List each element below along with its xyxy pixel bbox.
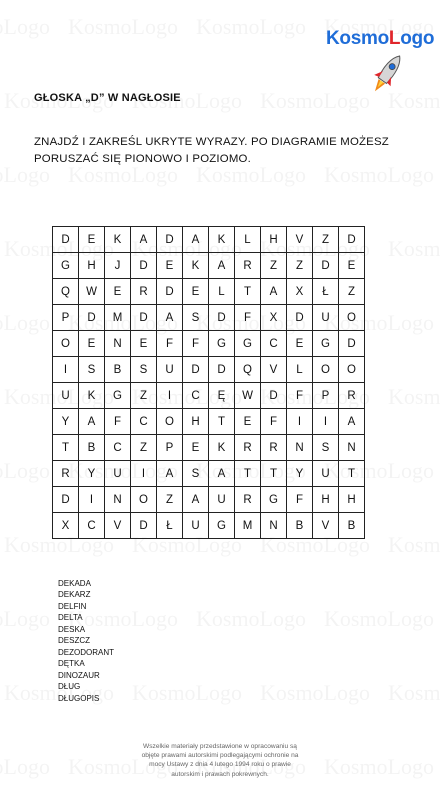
grid-cell[interactable]: H [261,227,287,253]
grid-cell[interactable]: Z [131,435,157,461]
grid-cell[interactable]: A [79,409,105,435]
grid-cell[interactable]: O [339,305,365,331]
grid-cell[interactable]: G [313,331,339,357]
grid-cell[interactable]: C [79,513,105,539]
word-list-item: DEKARZ [58,590,91,600]
grid-cell[interactable]: D [131,513,157,539]
grid-cell[interactable]: E [183,279,209,305]
word-list-item: DESZCZ [58,636,90,646]
word-list-item: DELTA [58,613,83,623]
grid-cell[interactable]: Q [235,357,261,383]
grid-cell[interactable]: A [209,461,235,487]
grid-cell[interactable]: Z [313,227,339,253]
grid-cell[interactable]: T [261,461,287,487]
grid-cell[interactable]: E [339,253,365,279]
grid-cell[interactable]: T [235,279,261,305]
grid-cell[interactable]: Z [261,253,287,279]
grid-cell[interactable]: P [157,435,183,461]
grid-cell[interactable]: E [287,331,313,357]
word-list-item: DŁUGOPIS [58,693,100,703]
logo-part-kosmo: Kosmo [326,28,389,49]
grid-row [53,513,365,539]
grid-cell[interactable]: O [313,357,339,383]
kosmologo-logo [326,22,435,100]
grid-cell[interactable]: E [183,435,209,461]
grid-cell[interactable]: F [105,409,131,435]
grid-cell[interactable]: H [313,487,339,513]
grid-cell[interactable]: G [105,383,131,409]
grid-cell[interactable]: S [79,357,105,383]
grid-cell[interactable]: K [209,227,235,253]
grid-cell[interactable]: D [339,331,365,357]
grid-cell[interactable]: D [79,305,105,331]
grid-cell[interactable]: G [261,487,287,513]
grid-cell[interactable]: L [235,227,261,253]
grid-cell[interactable]: Y [79,461,105,487]
page-title: GŁOSKA „D” W NAGŁOSIE [34,92,181,104]
grid-row [53,487,365,513]
grid-cell[interactable]: B [339,513,365,539]
grid-cell[interactable]: M [105,305,131,331]
grid-cell[interactable]: N [287,435,313,461]
grid-row [53,305,365,331]
word-list-item: DEZODORANT [58,647,114,657]
watermark-logo [388,384,440,410]
grid-cell[interactable]: O [131,487,157,513]
grid-cell[interactable]: W [79,279,105,305]
grid-cell[interactable]: U [157,357,183,383]
grid-cell[interactable]: C [261,331,287,357]
watermark-logo [0,458,50,484]
grid-cell[interactable]: X [53,513,79,539]
grid-cell[interactable]: K [79,383,105,409]
grid-cell[interactable]: D [157,227,183,253]
word-list-item: DŁUG [58,682,81,692]
grid-row [53,435,365,461]
grid-cell[interactable]: O [157,409,183,435]
grid-cell[interactable]: R [235,253,261,279]
grid-cell[interactable]: Q [53,279,79,305]
word-list [58,578,114,704]
grid-cell[interactable]: S [313,435,339,461]
grid-cell[interactable]: I [131,461,157,487]
word-list-item: DINOZAUR [58,670,100,680]
grid-cell[interactable]: T [339,461,365,487]
instructions-text: ZNAJDŹ I ZAKREŚL UKRYTE WYRAZY. PO DIAGRAMIE MOŻESZ PORUSZAĆ SIĘ PIONOWO I POZIOMO. [34,136,389,165]
grid-cell[interactable]: S [183,305,209,331]
grid-cell[interactable]: A [183,227,209,253]
grid-cell[interactable]: D [157,279,183,305]
grid-cell[interactable]: A [131,227,157,253]
watermark-logo [388,532,440,558]
grid-cell[interactable]: H [183,409,209,435]
grid-cell[interactable]: A [183,487,209,513]
grid-cell[interactable]: R [235,435,261,461]
grid-cell[interactable]: D [339,227,365,253]
grid-cell[interactable]: E [105,279,131,305]
grid-cell[interactable]: C [105,435,131,461]
grid-cell[interactable]: A [261,279,287,305]
grid-cell[interactable]: X [261,305,287,331]
grid-cell[interactable]: H [339,487,365,513]
grid-cell[interactable]: I [79,487,105,513]
grid-cell[interactable]: Z [287,253,313,279]
grid-cell[interactable]: G [235,331,261,357]
grid-cell[interactable]: W [235,383,261,409]
grid-row [53,227,365,253]
grid-cell[interactable]: S [131,357,157,383]
grid-cell[interactable]: D [287,305,313,331]
grid-cell[interactable]: E [157,253,183,279]
logo-text [326,28,434,50]
grid-cell[interactable]: D [131,305,157,331]
grid-cell[interactable]: A [157,305,183,331]
grid-cell[interactable]: M [235,513,261,539]
word-search-grid [52,226,365,539]
grid-cell[interactable]: I [287,409,313,435]
grid-cell[interactable]: P [53,305,79,331]
word-list-item: DELFIN [58,601,87,611]
logo-part-ogo: ogo [400,28,435,49]
copyright-notice: Wszelkie materiały przedstawione w opracowaniu są objęte prawami autorskimi podlegającymi ochronie na mocy Ustawy z dnia 4 lutego 1994 roku o prawie autorskim i prawach pokrewnych. [141,743,299,778]
grid-cell[interactable]: N [339,435,365,461]
grid-cell[interactable]: N [105,331,131,357]
grid-cell[interactable]: U [313,461,339,487]
grid-cell[interactable]: F [235,305,261,331]
grid-cell[interactable]: T [235,461,261,487]
watermark-logo [68,14,178,40]
grid-cell[interactable]: C [131,409,157,435]
grid-cell[interactable]: G [209,331,235,357]
grid-cell[interactable]: K [183,253,209,279]
grid-row [53,331,365,357]
grid-cell[interactable]: O [53,331,79,357]
grid-cell[interactable]: U [105,461,131,487]
grid-cell[interactable]: B [287,513,313,539]
grid-cell[interactable]: T [53,435,79,461]
grid-cell[interactable]: U [313,305,339,331]
grid-cell[interactable]: Z [131,383,157,409]
grid-cell[interactable]: D [261,383,287,409]
grid-cell[interactable]: V [287,227,313,253]
word-list-item: DEKADA [58,579,91,588]
grid-cell[interactable]: T [209,409,235,435]
grid-cell[interactable]: F [183,331,209,357]
grid-cell[interactable]: E [79,331,105,357]
grid-cell[interactable]: N [261,513,287,539]
watermark-logo [260,680,370,706]
grid-cell[interactable]: N [105,487,131,513]
grid-cell[interactable]: R [53,461,79,487]
grid-cell[interactable]: K [209,435,235,461]
grid-cell[interactable]: D [209,305,235,331]
watermark-logo [132,680,242,706]
grid-cell[interactable]: R [261,435,287,461]
grid-cell[interactable]: J [105,253,131,279]
grid-cell[interactable]: U [209,487,235,513]
grid-cell[interactable]: I [53,357,79,383]
grid-cell[interactable]: X [287,279,313,305]
grid-cell[interactable]: F [287,487,313,513]
grid-cell[interactable]: S [183,461,209,487]
rocket-icon [368,48,406,100]
grid-cell[interactable]: D [183,357,209,383]
logo-part-l: L [388,28,401,49]
word-list-item: DĘTKA [58,659,85,669]
grid-cell[interactable]: R [339,383,365,409]
grid-cell[interactable]: O [339,357,365,383]
watermark-logo [324,606,434,632]
watermark-logo [388,680,440,706]
grid-cell[interactable]: B [79,435,105,461]
grid-cell[interactable]: F [287,383,313,409]
grid-row [53,279,365,305]
grid-cell[interactable]: G [209,513,235,539]
watermark-logo [196,606,306,632]
grid-row [53,409,365,435]
grid-cell[interactable]: D [53,227,79,253]
grid-cell[interactable]: I [313,409,339,435]
grid-cell[interactable]: K [105,227,131,253]
grid-cell[interactable]: Y [53,409,79,435]
grid-cell[interactable]: Y [287,461,313,487]
grid-cell[interactable]: L [287,357,313,383]
grid-cell[interactable]: E [131,331,157,357]
grid-cell[interactable]: R [131,279,157,305]
grid-cell[interactable]: Ł [313,279,339,305]
grid-row [53,357,365,383]
grid-cell[interactable]: V [105,513,131,539]
grid-cell[interactable]: Ł [157,513,183,539]
grid-cell[interactable]: P [313,383,339,409]
grid-cell[interactable]: A [339,409,365,435]
grid-cell[interactable]: V [261,357,287,383]
word-list-item: DESKA [58,624,86,634]
grid-cell[interactable]: I [157,383,183,409]
grid-row [53,461,365,487]
grid-cell[interactable]: D [209,357,235,383]
grid-row [53,253,365,279]
grid-cell[interactable]: A [209,253,235,279]
grid-cell[interactable]: V [313,513,339,539]
grid-cell[interactable]: U [53,383,79,409]
grid-cell[interactable]: F [261,409,287,435]
grid-cell[interactable]: E [235,409,261,435]
grid-cell[interactable]: H [79,253,105,279]
grid-cell[interactable]: Z [339,279,365,305]
grid-cell[interactable]: L [209,279,235,305]
grid-cell[interactable]: G [53,253,79,279]
grid-cell[interactable]: Z [157,487,183,513]
watermark-logo [0,754,50,780]
watermark-logo [0,14,50,40]
watermark-logo [388,236,440,262]
grid-cell[interactable]: B [105,357,131,383]
watermark-logo [324,754,434,780]
grid-cell[interactable]: D [131,253,157,279]
watermark-logo [0,606,50,632]
grid-cell[interactable]: A [157,461,183,487]
watermark-logo [0,310,50,336]
grid-cell[interactable]: E [79,227,105,253]
grid-cell[interactable]: U [183,513,209,539]
watermark-logo [196,14,306,40]
grid-cell[interactable]: Ę [209,383,235,409]
grid-cell[interactable]: R [235,487,261,513]
grid-cell[interactable]: F [157,331,183,357]
grid-cell[interactable]: C [183,383,209,409]
grid-cell[interactable]: D [53,487,79,513]
grid-row [53,383,365,409]
grid-cell[interactable]: D [313,253,339,279]
